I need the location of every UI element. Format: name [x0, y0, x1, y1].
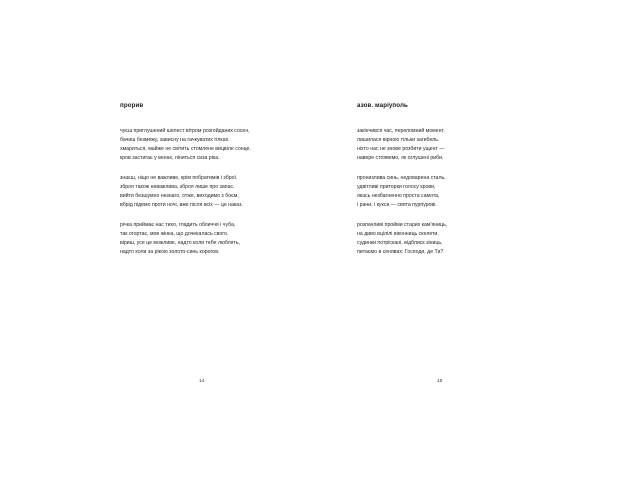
poem-line: віриш, усе це можливе, надто коли тебе люблять, — [120, 240, 240, 246]
page-number: 15 — [437, 379, 443, 384]
poem-line: удвітливі приторки голосу крови, — [357, 184, 436, 190]
poem-line: пронизлива синь, недоварена сталь, — [357, 175, 446, 181]
poem-line: так огортає, мов жінка, що дочекалась свого. — [120, 231, 229, 237]
poem-line: розпачливі пройми старих кам'яниць, — [357, 222, 448, 228]
poem-line: річка приймає нас тихо, гладить обличчя і чуба, — [120, 222, 236, 228]
poem-line: бачиш безмежу, зависну на гачкуватих гілках. — [120, 137, 230, 143]
poem-line: закінчився час, переломний момент. — [357, 128, 445, 134]
poem-line: на диво вцілілі віконниць скелети. — [357, 231, 439, 237]
poem-line: питаємо в сенявах: Господи, де Ти? — [357, 249, 444, 255]
stanza — [357, 174, 447, 210]
poem-line: надто коли за рікою золото-синь корогов. — [120, 249, 220, 255]
poem-line: зброя також неважлива, зброя лише про запас. — [120, 184, 235, 190]
poem-line: вийти безшумно незнаго, отже, виходимо з боєм, — [120, 193, 239, 199]
poem-line: лишилася вірною тільки загибель. — [357, 137, 440, 143]
poem-line: чуєш приглушений шелест вітром розгойданих сосен, — [120, 128, 250, 134]
stanza — [357, 221, 447, 257]
stanza — [120, 127, 251, 163]
poem-body — [120, 127, 251, 268]
poem-line: знаєш, ніщо не важливе, крім побратимів і зброї. — [120, 175, 238, 181]
right-page — [320, 0, 640, 480]
poem-line: ніхто нас не знове розбити ущент — — [357, 146, 445, 152]
poem-body — [357, 127, 447, 268]
stanza — [120, 174, 251, 210]
poem-line: вбрід підемо проти ночі, вже після всіх — це наказ. — [120, 202, 243, 208]
stanza — [120, 221, 251, 257]
poem-title: прорив — [120, 102, 144, 109]
poem-line: кров застигає у венах, піниться сиза ріка. — [120, 155, 220, 161]
poem-line: хмариться, майже не світить стомлене вицвіле сонце. — [120, 146, 251, 152]
stanza — [357, 127, 447, 163]
poem-line: судинки потріскані, відблиск зіниць, — [357, 240, 443, 246]
poem-title: азов. маріуполь — [357, 102, 408, 109]
page-number: 14 — [199, 379, 205, 384]
poem-line: навере стоявемо, як оглушені риби. — [357, 155, 444, 161]
poem-line: і рани, і кукси — свята пурпурові. — [357, 202, 437, 208]
poem-line: якась незбагненно проста самота, — [357, 193, 440, 199]
